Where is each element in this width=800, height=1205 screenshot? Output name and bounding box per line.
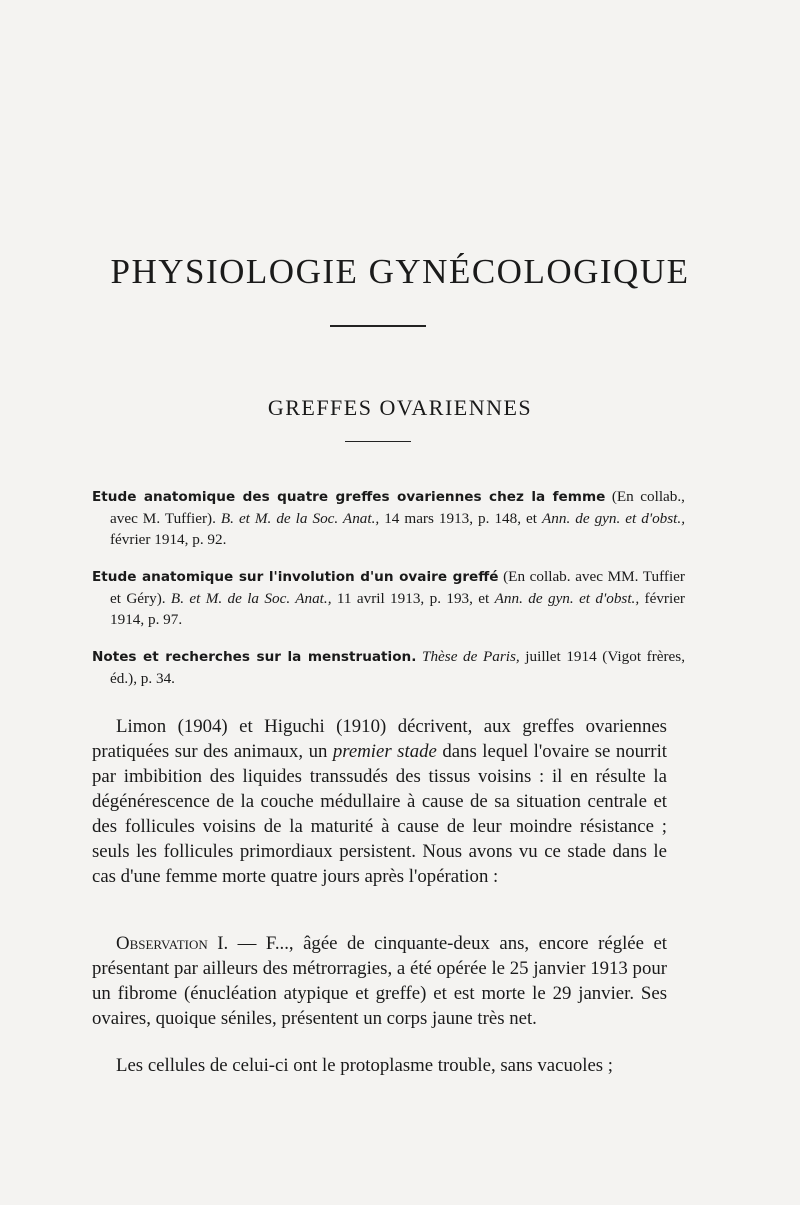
body-text: — F..., âgée de cinquante-deux ans, encore réglée et présentant par ailleurs des métrorragies, a été opérée le 25 janvier 1913 pour un fibrome (énucléation atypique et greffe) et est morte le 29 janvier. Ses ovaires, quoique séniles, présentent un corps jaune très net. [92, 933, 668, 1029]
section-divider [345, 441, 411, 442]
reference-journal: B. et M. de la Soc. Anat., [170, 590, 332, 607]
reference-text: (En collab., avec M. Tuffier). [110, 488, 685, 527]
reference-text: février 1914, p. 92. [110, 531, 227, 548]
reference-text: juillet 1914 (Vigot frères, éd.), p. 34. [110, 648, 686, 687]
reference-text: 11 avril 1913, p. 193, et [331, 590, 495, 607]
reference-entry [92, 646, 685, 689]
emphasis-text: premier stade [332, 741, 437, 762]
body-paragraph: Les cellules de celui-ci ont le protoplasme trouble, sans vacuoles ; [116, 1055, 614, 1076]
body-text: dans lequel l'ovaire se nourrit par imbibition des liquides transsudés des tissus voisins : il en résulte la dégénérescence de la couche médullaire à cause de sa situation centrale et des follicules voisins de la maturité à cause de leur moindre résistance ; seuls les follicules primordiaux persistent. Nous avons vu ce stade dans le cas d'une femme morte quatre jours après l'opération : [92, 741, 668, 887]
reference-text: 14 mars 1913, p. 148, et [379, 510, 542, 527]
title-divider [330, 325, 426, 327]
reference-text: (En collab. avec MM. Tuffier et Géry). [110, 568, 685, 607]
reference-title: Etude anatomique des quatre greffes ovariennes chez la femme [92, 489, 606, 505]
reference-entry [92, 566, 685, 630]
reference-journal: Ann. de gyn. et d'obst., [494, 590, 640, 607]
reference-text: février 1914, p. 97. [110, 590, 685, 628]
reference-title: Etude anatomique sur l'involution d'un ovaire greffé [92, 569, 499, 585]
page-title: PHYSIOLOGIE GYNÉCOLOGIQUE [110, 252, 690, 291]
reference-journal: Thèse de Paris, [422, 648, 520, 665]
reference-entry [92, 486, 685, 550]
observation-paragraph [92, 931, 667, 1031]
reference-journal: Ann. de gyn. et d'obst., [541, 510, 685, 527]
section-title: GREFFES OVARIENNES [267, 395, 533, 420]
observation-label: Observation I. [116, 933, 229, 954]
body-text: Limon (1904) et Higuchi (1910) décrivent, aux greffes ovariennes pratiquées sur des animaux, un [92, 716, 667, 762]
reference-title: Notes et recherches sur la menstruation. [92, 649, 417, 665]
reference-journal: B. et M. de la Soc. Anat., [220, 510, 380, 527]
body-paragraph [92, 714, 667, 889]
